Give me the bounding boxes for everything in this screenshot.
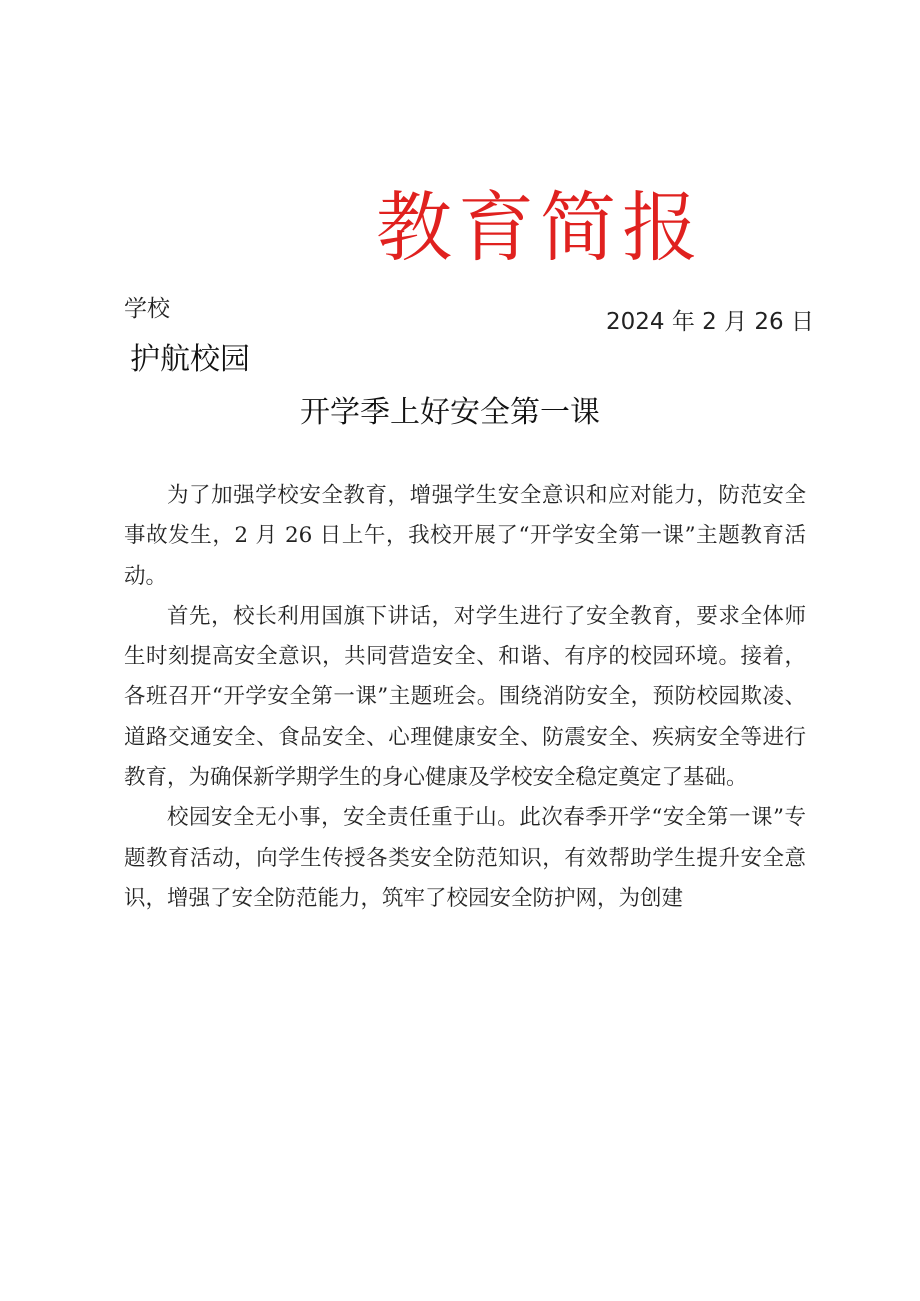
paragraph-2: 首先，校长利用国旗下讲话，对学生进行了安全教育，要求全体师生时刻提高安全意识，共同营造安全、和谐、有序的校园环境。接着，各班召开“开学安全第一课”主题班会。围绕消防安全，预防校园欺凌、道路交通安全、食品安全、心理健康安全、防震安全、疾病安全等进行教育，为确保新学期学生的身心健康及学校安全稳定奠定了基础。 xyxy=(124,603,806,791)
headline-main: 护航校园 xyxy=(130,342,250,377)
school-label: 学校 xyxy=(124,296,170,322)
masthead-title: 教育简报 xyxy=(376,183,704,272)
headline-sub: 开学季上好安全第一课 xyxy=(300,395,600,430)
paragraph-1: 为了加强学校安全教育，增强学生安全意识和应对能力，防范安全事故发生，2 月 26 日上午，我校开展了“开学安全第一课”主题教育活动。 xyxy=(124,483,806,589)
issue-date: 2024 年 2 月 26 日 xyxy=(606,309,814,335)
article-body xyxy=(124,476,806,919)
paragraph-3: 校园安全无小事，安全责任重于山。此次春季开学“安全第一课”专题教育活动，向学生传授各类安全防范知识，有效帮助学生提升安全意识，增强了安全防范能力，筑牢了校园安全防护网，为创建 xyxy=(124,805,806,911)
